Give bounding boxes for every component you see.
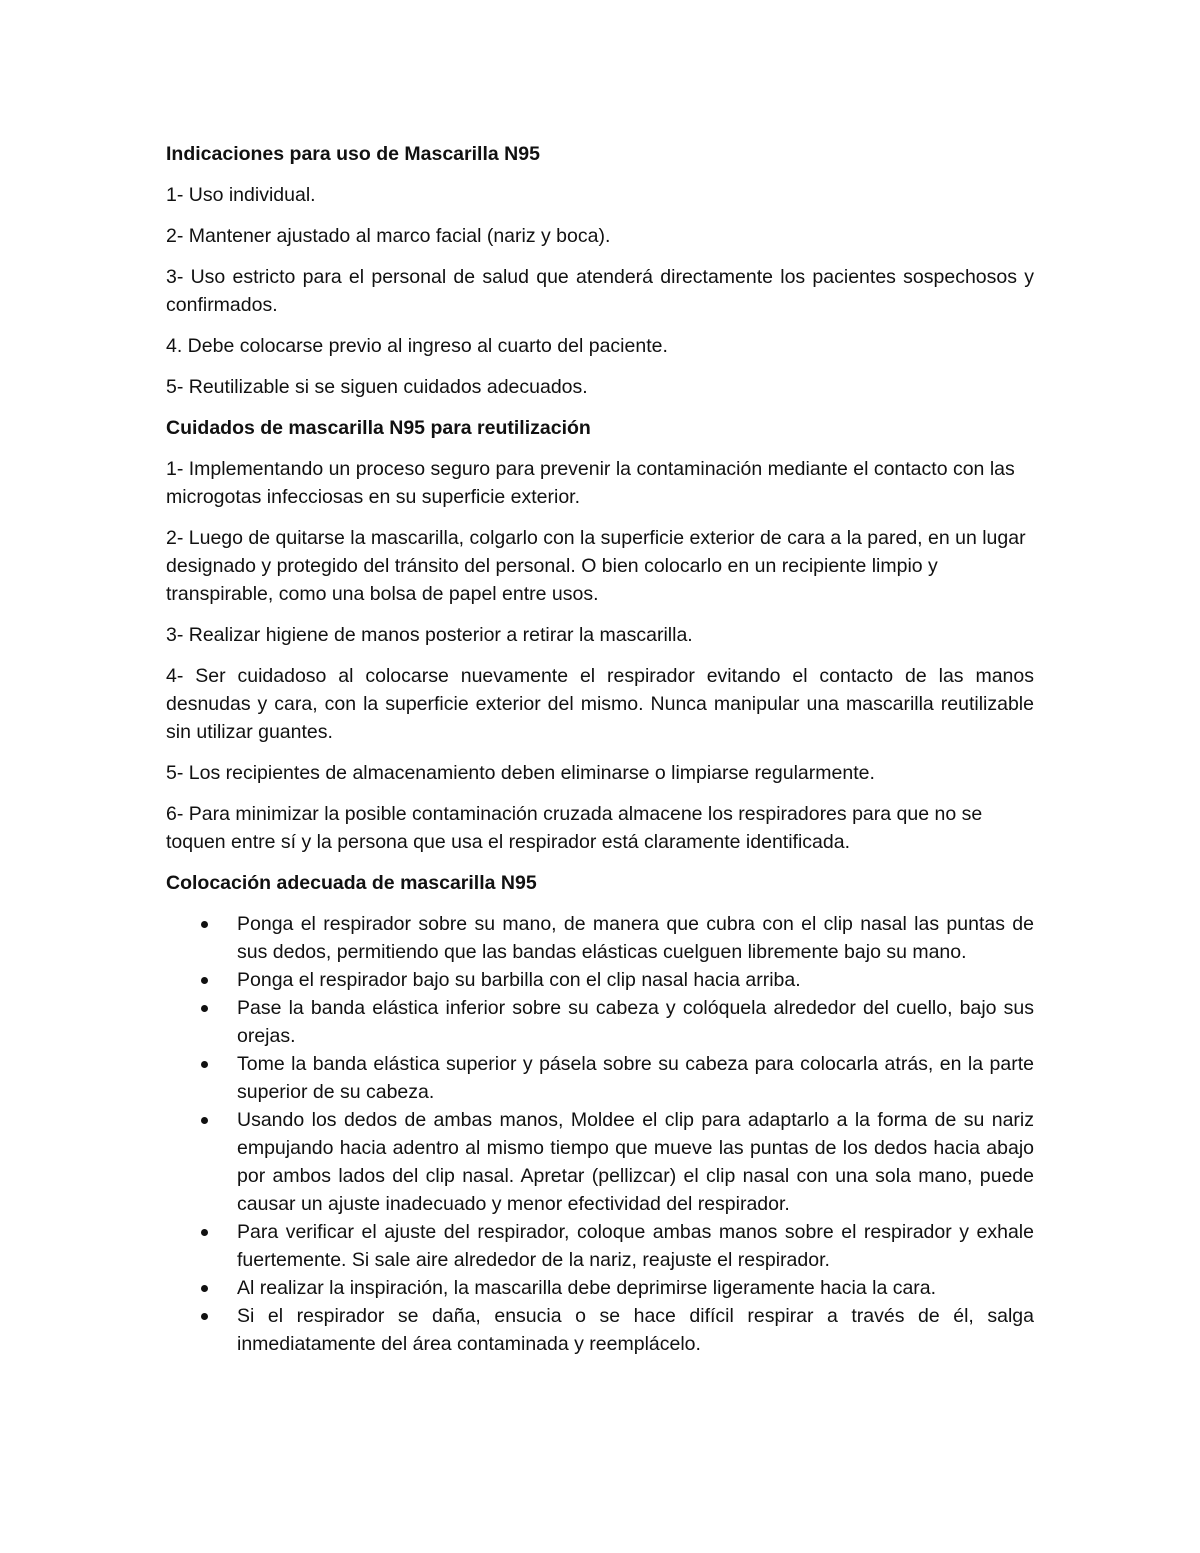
indicacion-item: 2- Mantener ajustado al marco facial (nariz y boca). (166, 225, 611, 247)
bullet-text: Ponga el respirador sobre su mano, de manera que cubra con el clip nasal las puntas de sus dedos, permitiendo que las bandas elásticas cuelguen libremente bajo su mano. (237, 913, 1034, 963)
indicacion-item: 3- Uso estricto para el personal de salud que atenderá directamente los pacientes sospechosos y confirmados. (166, 266, 1034, 316)
bullet-text: Para verificar el ajuste del respirador, coloque ambas manos sobre el respirador y exhale fuertemente. Si sale aire alrededor de la nariz, reajuste el respirador. (237, 1221, 1034, 1271)
colocacion-bullet-list (166, 910, 1034, 1358)
indicacion-item: 1- Uso individual. (166, 184, 316, 206)
bullet-icon (201, 1061, 208, 1068)
indicacion-item: 4. Debe colocarse previo al ingreso al cuarto del paciente. (166, 335, 668, 357)
bullet-text: Si el respirador se daña, ensucia o se hace difícil respirar a través de él, salga inmediatamente del área contaminada y reemplácelo. (237, 1305, 1034, 1355)
cuidado-item: 4- Ser cuidadoso al colocarse nuevamente el respirador evitando el contacto de las manos desnudas y cara, con la superficie exterior del mismo. Nunca manipular una mascarilla reutilizable sin utilizar guantes. (166, 665, 1034, 743)
colocacion-bullet-item (166, 966, 1034, 994)
bullet-icon (201, 1117, 208, 1124)
bullet-icon (201, 1285, 208, 1292)
cuidado-item: 1- Implementando un proceso seguro para prevenir la contaminación mediante el contacto con las microgotas infecciosas en su superficie exterior. (166, 458, 1015, 508)
cuidado-item: 2- Luego de quitarse la mascarilla, colgarlo con la superficie exterior de cara a la pared, en un lugar designado y protegido del tránsito del personal. O bien colocarlo en un recipiente limpio y transpirable, como una bolsa de papel entre usos. (166, 527, 1026, 605)
cuidado-item: 6- Para minimizar la posible contaminación cruzada almacene los respiradores para que no se toquen entre sí y la persona que usa el respirador está claramente identificada. (166, 803, 983, 853)
bullet-icon (201, 1313, 208, 1320)
section-heading-cuidados: Cuidados de mascarilla N95 para reutilización (166, 417, 591, 439)
cuidado-item: 3- Realizar higiene de manos posterior a retirar la mascarilla. (166, 624, 693, 646)
colocacion-bullet-item (166, 994, 1034, 1050)
bullet-icon (201, 921, 208, 928)
cuidado-item: 5- Los recipientes de almacenamiento deben eliminarse o limpiarse regularmente. (166, 762, 875, 784)
colocacion-bullet-item (166, 1218, 1034, 1274)
colocacion-bullet-item (166, 1106, 1034, 1218)
bullet-text: Tome la banda elástica superior y pásela sobre su cabeza para colocarla atrás, en la parte superior de su cabeza. (237, 1053, 1034, 1103)
colocacion-bullet-item (166, 1274, 1034, 1302)
bullet-text: Al realizar la inspiración, la mascarilla debe deprimirse ligeramente hacia la cara. (237, 1277, 937, 1299)
colocacion-bullet-item (166, 1302, 1034, 1358)
document-body (166, 140, 1034, 1358)
bullet-text: Ponga el respirador bajo su barbilla con el clip nasal hacia arriba. (237, 969, 801, 991)
colocacion-bullet-item (166, 910, 1034, 966)
indicacion-item: 5- Reutilizable si se siguen cuidados adecuados. (166, 376, 588, 398)
bullet-text: Usando los dedos de ambas manos, Moldee el clip para adaptarlo a la forma de su nariz empujando hacia adentro al mismo tiempo que mueve las puntas de los dedos hacia abajo por ambos lados del clip nasal. Apretar (pellizcar) el clip nasal con una sola mano, puede causar un ajuste inadecuado y menor efectividad del respirador. (237, 1109, 1034, 1215)
colocacion-bullet-item (166, 1050, 1034, 1106)
section-heading-colocacion: Colocación adecuada de mascarilla N95 (166, 872, 537, 894)
bullet-text: Pase la banda elástica inferior sobre su cabeza y colóquela alrededor del cuello, bajo sus orejas. (237, 997, 1034, 1047)
bullet-icon (201, 977, 208, 984)
bullet-icon (201, 1005, 208, 1012)
bullet-icon (201, 1229, 208, 1236)
section-heading-indicaciones: Indicaciones para uso de Mascarilla N95 (166, 143, 540, 165)
